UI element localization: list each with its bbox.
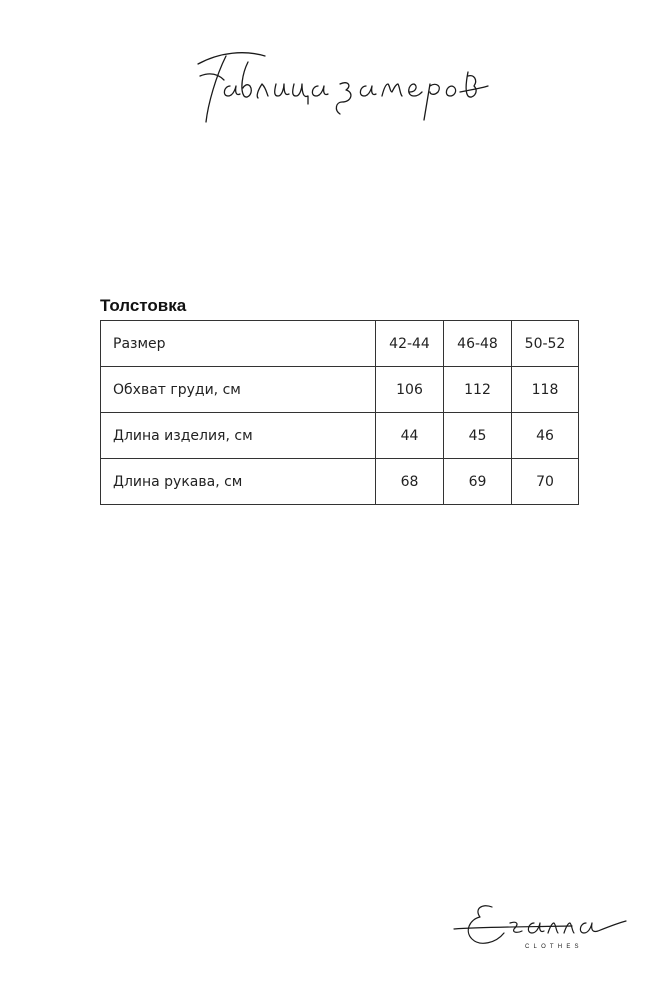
table-row-label: Обхват груди, см — [101, 367, 376, 413]
page-title-text — [190, 46, 199, 47]
table-row — [101, 413, 579, 459]
table-cell: 44 — [376, 413, 444, 459]
table-row — [101, 459, 579, 505]
table-cell: 118 — [512, 367, 579, 413]
table-header-size: 50-52 — [512, 321, 579, 367]
brand-logo-graphic — [452, 893, 632, 973]
table-cell: 68 — [376, 459, 444, 505]
table-header-size: 46-48 — [444, 321, 512, 367]
table-row — [101, 321, 579, 367]
table-row-label: Длина рукава, см — [101, 459, 376, 505]
table-header-size: 42-44 — [376, 321, 444, 367]
brand-name — [452, 893, 455, 894]
size-table — [100, 320, 579, 505]
brand-logo — [452, 893, 632, 973]
script-title-graphic — [190, 46, 490, 126]
table-cell: 69 — [444, 459, 512, 505]
table-header-label: Размер — [101, 321, 376, 367]
table-cell: 106 — [376, 367, 444, 413]
table-cell: 112 — [444, 367, 512, 413]
table-cell: 46 — [512, 413, 579, 459]
table-row-label: Длина изделия, см — [101, 413, 376, 459]
page-title — [190, 46, 490, 126]
table-row — [101, 367, 579, 413]
section-title: Толстовка — [100, 296, 187, 315]
table-cell: 45 — [444, 413, 512, 459]
table-cell: 70 — [512, 459, 579, 505]
brand-subtitle: CLOTHES — [525, 944, 583, 950]
